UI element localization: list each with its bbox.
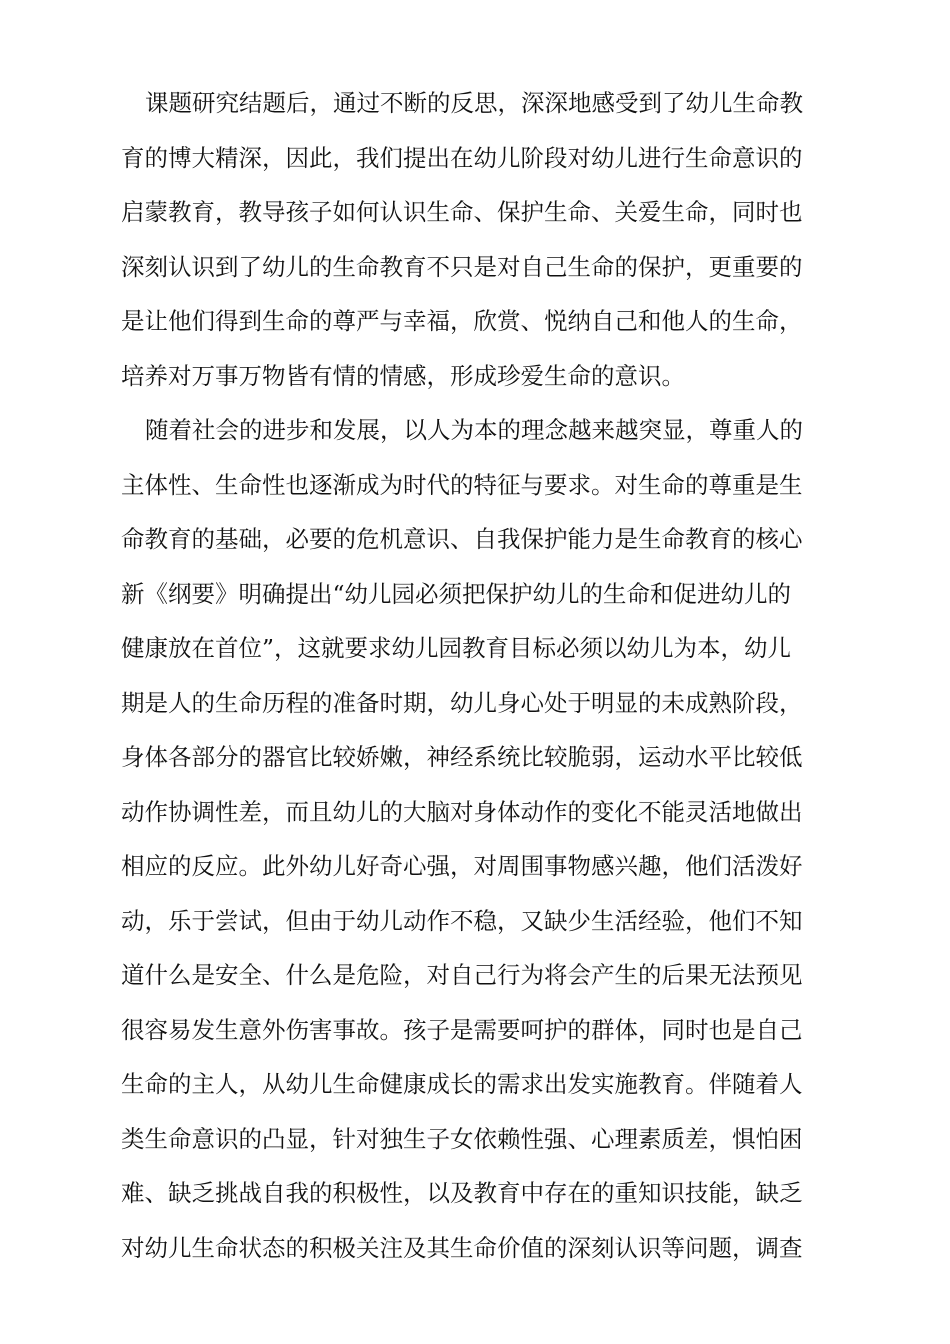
paragraph-2-line-5: 健康放在首位”，这就要求幼儿园教育目标必须以幼儿为本，幼儿 [121,634,792,662]
paragraph-1-line-2: 育的博大精深，因此，我们提出在幼儿阶段对幼儿进行生命意识的 [121,143,803,172]
paragraph-2-line-14: 类生命意识的凸显，针对独生子女依赖性强、心理素质差，惧怕困 [121,1124,803,1153]
paragraph-2-line-9: 相应的反应。此外幼儿好奇心强，对周围事物感兴趣，他们活泼好 [121,852,803,880]
paragraph-2-line-1: 随着社会的进步和发展，以人为本的理念越来越突显，尊重人的 [145,416,803,444]
paragraph-2-line-2: 主体性、生命性也逐渐成为时代的特征与要求。对生命的尊重是生 [121,470,803,499]
paragraph-2-line-4: 新《纲要》明确提出“幼儿园必须把保护幼儿的生命和促进幼儿的 [121,579,792,608]
paragraph-2-line-16: 对幼儿生命状态的积极关注及其生命价值的深刻认识等问题，调查 [121,1233,803,1262]
paragraph-2-line-3: 命教育的基础，必要的危机意识、自我保护能力是生命教育的核心 [121,525,803,553]
paragraph-2-line-8: 动作协调性差，而且幼儿的大脑对身体动作的变化不能灵活地做出 [121,797,803,826]
document-body [121,76,841,1275]
paragraph-1-line-3: 启蒙教育，教导孩子如何认识生命、保护生命、关爱生命，同时也 [121,198,803,226]
paragraph-2-line-10: 动，乐于尝试，但由于幼儿动作不稳，又缺少生活经验，他们不知 [121,906,803,935]
paragraph-2-line-11: 道什么是安全、什么是危险，对自己行为将会产生的后果无法预见 [121,961,803,989]
paragraph-2-line-15: 难、缺乏挑战自我的积极性，以及教育中存在的重知识技能，缺乏 [121,1179,803,1207]
paragraph-2-line-6: 期是人的生命历程的准备时期，幼儿身心处于明显的未成熟阶段， [121,688,803,717]
paragraph-1-line-6: 培养对万事万物皆有情的情感，形成珍爱生命的意识。 [121,361,685,390]
paragraph-2-line-12: 很容易发生意外伤害事故。孩子是需要呵护的群体，同时也是自己 [121,1015,803,1044]
paragraph-1-line-5: 是让他们得到生命的尊严与幸福，欣赏、悦纳自己和他人的生命， [121,307,803,335]
paragraph-2-line-13: 生命的主人，从幼儿生命健康成长的需求出发实施教育。伴随着人 [121,1070,803,1098]
paragraph-1-line-4: 深刻认识到了幼儿的生命教育不只是对自己生命的保护，更重要的 [121,252,803,281]
paragraph-2-line-7: 身体各部分的器官比较娇嫩，神经系统比较脆弱，运动水平比较低 [121,743,803,771]
paragraph-1-line-1: 课题研究结题后，通过不断的反思，深深地感受到了幼儿生命教 [145,89,803,117]
